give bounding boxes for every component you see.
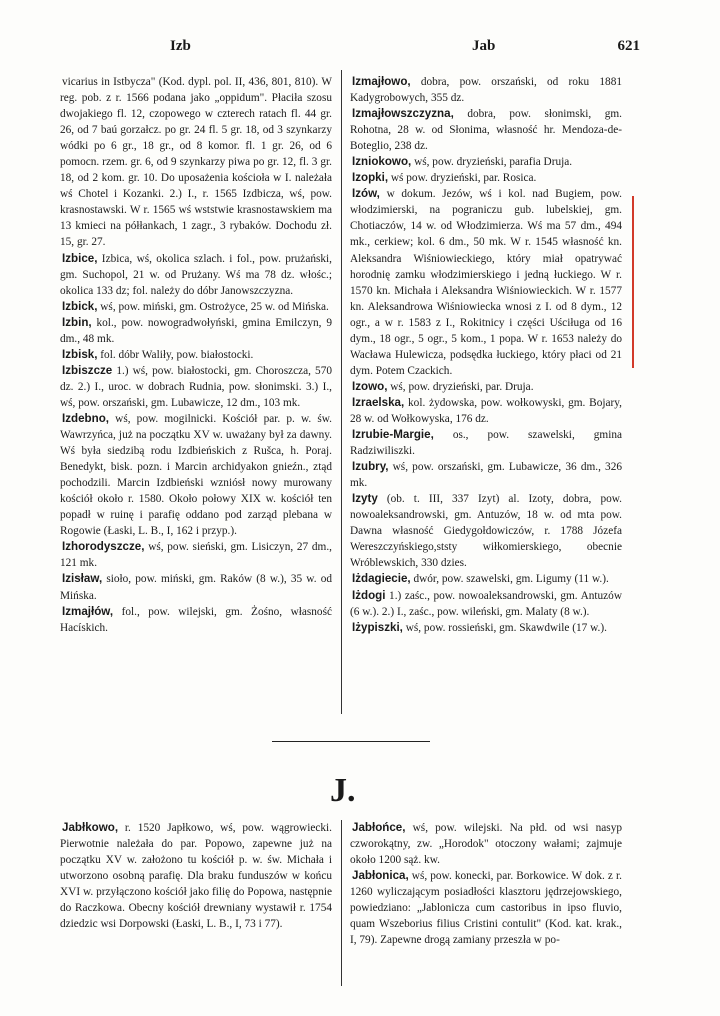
entry-text: wś, pow. sieński, gm. Lisiczyn, 27 dm., 121 mk. bbox=[60, 541, 332, 570]
dictionary-entry bbox=[350, 154, 622, 170]
entry-headword: Izowo, bbox=[352, 379, 388, 393]
dictionary-entry bbox=[60, 539, 332, 571]
entry-headword: Izbiszcze bbox=[62, 363, 113, 377]
dictionary-entry bbox=[60, 604, 332, 636]
entry-text: dwór, pow. szawelski, gm. Ligumy (11 w.). bbox=[410, 573, 609, 586]
entry-headword: Jabłkowo, bbox=[62, 821, 119, 834]
entry-headword: Izbick, bbox=[62, 299, 98, 313]
entry-text: r. 1520 Japłkowo, wś, pow. wągrowiecki. Pierwotnie należała do par. Popowo, zapewne już na początku XV w. założono tu kościół p. w. św. Michała i utworzono osobną parafię. Dla braku funduszów w końcu XVI w. przyłączono kościół jako filię do Popowa, następnie do Raczkowa. Obecny kościół drewniany wystawił r. 1754 dziedzic wsi Dorpowski (Łaski, L. B., I, 73 i 77). bbox=[60, 822, 332, 931]
entry-headword: Izhorodyszcze, bbox=[62, 540, 145, 554]
running-header bbox=[60, 38, 640, 58]
dictionary-entry bbox=[350, 820, 622, 868]
entry-headword: Izyty bbox=[352, 492, 378, 506]
column-left-bottom bbox=[60, 820, 332, 932]
dictionary-entry bbox=[350, 74, 622, 106]
page-number: 621 bbox=[617, 38, 640, 54]
dictionary-entry bbox=[350, 620, 622, 636]
entry-text: wś, pow. rossieński, gm. Skawdwile (17 w.). bbox=[402, 621, 607, 634]
entry-headword: Izbice, bbox=[62, 251, 98, 265]
entry-text: dobra, pow. słonimski, gm. Rohotna, 28 w. od Słonima, własność hr. Mendoza-de-Boteglio, 238 dz. bbox=[350, 108, 622, 153]
dictionary-entry bbox=[350, 186, 622, 379]
entry-headword: Jabłonica, bbox=[352, 869, 409, 883]
dictionary-entry bbox=[60, 299, 332, 315]
section-letter: J. bbox=[330, 772, 356, 809]
dictionary-entry bbox=[60, 363, 332, 411]
dictionary-entry bbox=[60, 820, 332, 932]
entry-text: fol., pow. wilejski, gm. Żośno, własność Hacískich. bbox=[60, 605, 332, 634]
dictionary-entry bbox=[350, 106, 622, 154]
entry-text: (ob. t. III, 337 Izyt) al. Izoty, dobra, pow. nowoaleksandrowski, gm. Antuzów, 18 w. od mta pow. Dawna własność Giedygołdowiczów, r. 1788 Józefa Wereszczyńskiego,ststy wiłkomierskiego, obecnie Wróblewskich, 330 dzies. bbox=[350, 493, 622, 570]
entry-headword: Izniokowo, bbox=[352, 155, 412, 169]
section-separator bbox=[272, 741, 430, 742]
entry-text: kol. żydowska, pow. wołkowyski, gm. Bojary, 28 w. od Wołkowyska, 176 dz. bbox=[350, 396, 622, 425]
entry-headword: Izopki, bbox=[352, 171, 389, 185]
entry-text: wś, pow. dryzieński, par. Druja. bbox=[387, 380, 534, 393]
entry-text: sioło, pow. miński, gm. Raków (8 w.), 35 w. od Mińska. bbox=[60, 573, 332, 602]
entry-text: kol., pow. nowogradwołyński, gmina Emilczyn, 9 dm., 48 mk. bbox=[60, 316, 332, 345]
entry-headword: Izmajłów, bbox=[62, 604, 114, 618]
entry-headword: Izbin, bbox=[62, 315, 92, 329]
entry-headword: Izmajłowo, bbox=[352, 75, 411, 88]
entry-headword: Izubry, bbox=[352, 460, 389, 474]
entry-headword: Izraelska, bbox=[352, 395, 405, 409]
entry-text: wś, pow. orszański, gm. Lubawicze, 36 dm., 326 mk. bbox=[350, 461, 622, 490]
dictionary-entry bbox=[350, 571, 622, 587]
entry-headword: Izrubie-Margie, bbox=[352, 428, 434, 442]
column-divider-top bbox=[341, 70, 342, 714]
entry-headword: Izów, bbox=[352, 187, 380, 201]
dictionary-entry bbox=[350, 491, 622, 571]
entry-headword: Iżypiszki, bbox=[352, 620, 403, 634]
dictionary-entry bbox=[60, 347, 332, 363]
dictionary-entry bbox=[60, 74, 332, 251]
entry-text: wś, pow. wilejski. Na płd. od wsi nasyp czworokątny, zw. „Horodok" otoczony wałami; zajmuje około 1200 sąż. kw. bbox=[350, 822, 622, 867]
dictionary-entry bbox=[350, 459, 622, 491]
dictionary-entry bbox=[60, 251, 332, 299]
dictionary-entry bbox=[350, 379, 622, 395]
entry-text: dobra, pow. orszański, od roku 1881 Kadygrobowych, 355 dz. bbox=[350, 76, 622, 105]
entry-headword: Izisław, bbox=[62, 572, 103, 586]
header-right-guideword: Jab bbox=[472, 38, 496, 54]
entry-text: wś, pow. mogilnicki. Kościół par. p. w. św. Wawrzyńca, już na początku XV w. uważany był za dawny. Wś była siedzibą rodu Izdbieńskich z Rušca, h. Poraj. Benedykt, bisk. pozn. i Marcin archidyakon gnieźn., ztąd pochodzili. Marcin Izdbieński wzniósł nowy murowany kościół około r. 1580. Około połowy XIX w. kościół ten popadł w ruinę i parafię oddano pod zarząd plebana w Rogowie (Łaski, L. B., I, 162 i przyp.). bbox=[60, 412, 332, 538]
column-right-top bbox=[350, 74, 622, 636]
dictionary-entry bbox=[350, 170, 622, 186]
dictionary-entry bbox=[60, 411, 332, 539]
entry-headword: Iżdagiecie, bbox=[352, 572, 411, 586]
dictionary-entry bbox=[60, 315, 332, 347]
entry-headword: Izbisk, bbox=[62, 347, 98, 361]
header-left-guideword: Izb bbox=[170, 38, 191, 54]
entry-headword: Iżdogi bbox=[352, 588, 386, 602]
dictionary-entry bbox=[350, 427, 622, 459]
column-right-bottom bbox=[350, 820, 622, 948]
entry-text: os., pow. szawelski, gmina Radziwiliszki. bbox=[350, 429, 622, 458]
entry-text: fol. dóbr Waliły, pow. białostocki. bbox=[97, 348, 254, 361]
entry-text: wś pow. dryzieński, par. Rosica. bbox=[388, 172, 537, 185]
entry-text: Izbica, wś, okolica szlach. i fol., pow. prużański, gm. Suchopol, 21 w. od Prużany. Wś ma 78 dz. włośc.; okolica 133 dz; fol. należy do dóbr Janowszczyzna. bbox=[60, 252, 332, 297]
entry-headword: Izmajłowszczyzna, bbox=[352, 107, 454, 121]
margin-marker bbox=[632, 196, 634, 368]
entry-headword: Jabłońce, bbox=[352, 821, 406, 834]
dictionary-entry bbox=[350, 868, 622, 948]
entry-text: wś, pow. dryzieński, parafia Druja. bbox=[411, 156, 573, 169]
dictionary-entry bbox=[350, 588, 622, 620]
entry-text: wś, pow. konecki, par. Borkowice. W dok. z r. 1260 wyliczającym posiadłości klasztoru jędrzejowskiego, powiedziano: „Jablonicza cum castoribus in ipso fluvio, quam Wszeborius filius Cristini contulit" (Kod. kat. krak., I, 79). Zapewne drogą zamiany przeszła w po- bbox=[350, 870, 622, 947]
entry-text: wś, pow. miński, gm. Ostrożyce, 25 w. od Mińska. bbox=[97, 300, 329, 313]
entry-text: 1.) wś, pow. białostocki, gm. Choroszcza, 570 dz. 2.) I., uroc. w dobrach Rudnia, pow. słonimski. 3.) I., wś, pow. orszański, gm. Lubawicze, 12 dm., 103 mk. bbox=[60, 364, 332, 409]
entry-text: 1.) zaśc., pow. nowoaleksandrowski, gm. Antuzów (6 w.). 2.) I., zaśc., pow. wileński, gm. Malaty (8 w.). bbox=[350, 589, 622, 618]
column-divider-bottom bbox=[341, 820, 342, 986]
dictionary-entry bbox=[60, 571, 332, 603]
entry-headword: Izdebno, bbox=[62, 411, 110, 425]
dictionary-entry bbox=[350, 395, 622, 427]
entry-text: w dokum. Jezów, wś i kol. nad Bugiem, pow. włodzimierski, na pograniczu gub. lubelskiej, gm. Chotiaczów, 14 w. od Włodzimierza. Wś ma 57 dm., 494 mk., cerkiew; kol. 6 dm., 50 mk. W r. 1545 własność kn. Aleksandra Wiśniowieckiego, który miał opatrywać horodnię zamku włodzimierskiego i jedną łuckiego. W r. 1570 kn. Michała i Aleksandra Wiśniowieckich. W r. 1577 kn. Aleksandrowa Wiśniowiecka wnosi z I. od 8 dym., 12 ogr., a w r. 1583 z I., Rokitnicy i części Uściługa od 16 dym., 18 ogr., 5 ogr., 5 kom., 1 popa. W r. 1653 należy do Wacława Hulewicza, podsędka łuckiego, który płaci od 21 dym. Potem Czackich. bbox=[350, 188, 622, 377]
column-left-top bbox=[60, 74, 332, 636]
entry-text: vicarius in Istbycza" (Kod. dypl. pol. II, 436, 801, 810). W reg. pob. z r. 1566 podana jako „oppidum". Płaciła szosu dwojakiego fl. 12, czopowego w czterech ratach fl. 44 gr. 26, od 7 baú gorzałcz. po gr. 24 fl. 5 gr. 18, od 3 szynkarzy wódki po 6 gr., 18 gr., od 8 komor. fl. 1 gr. 26, od 6 pomocn. rzem. gr. 6, od 9 szynkarzy piwa po gr. 12, fl. 3 gr. 18, od 2 kom. gr. 10. Do uposażenia kościoła w I. należała wś Chotel i Kozanki. 2.) I., r. 1565 Izdbicza, wś, pow. krasnostawski. W r. 1565 wś wststwie krasnostawskiem ma 13 kmieci na półłankach, 1 zagr., 3 rybaków. Dochodu zł. 15, gr. 27. bbox=[60, 76, 332, 249]
